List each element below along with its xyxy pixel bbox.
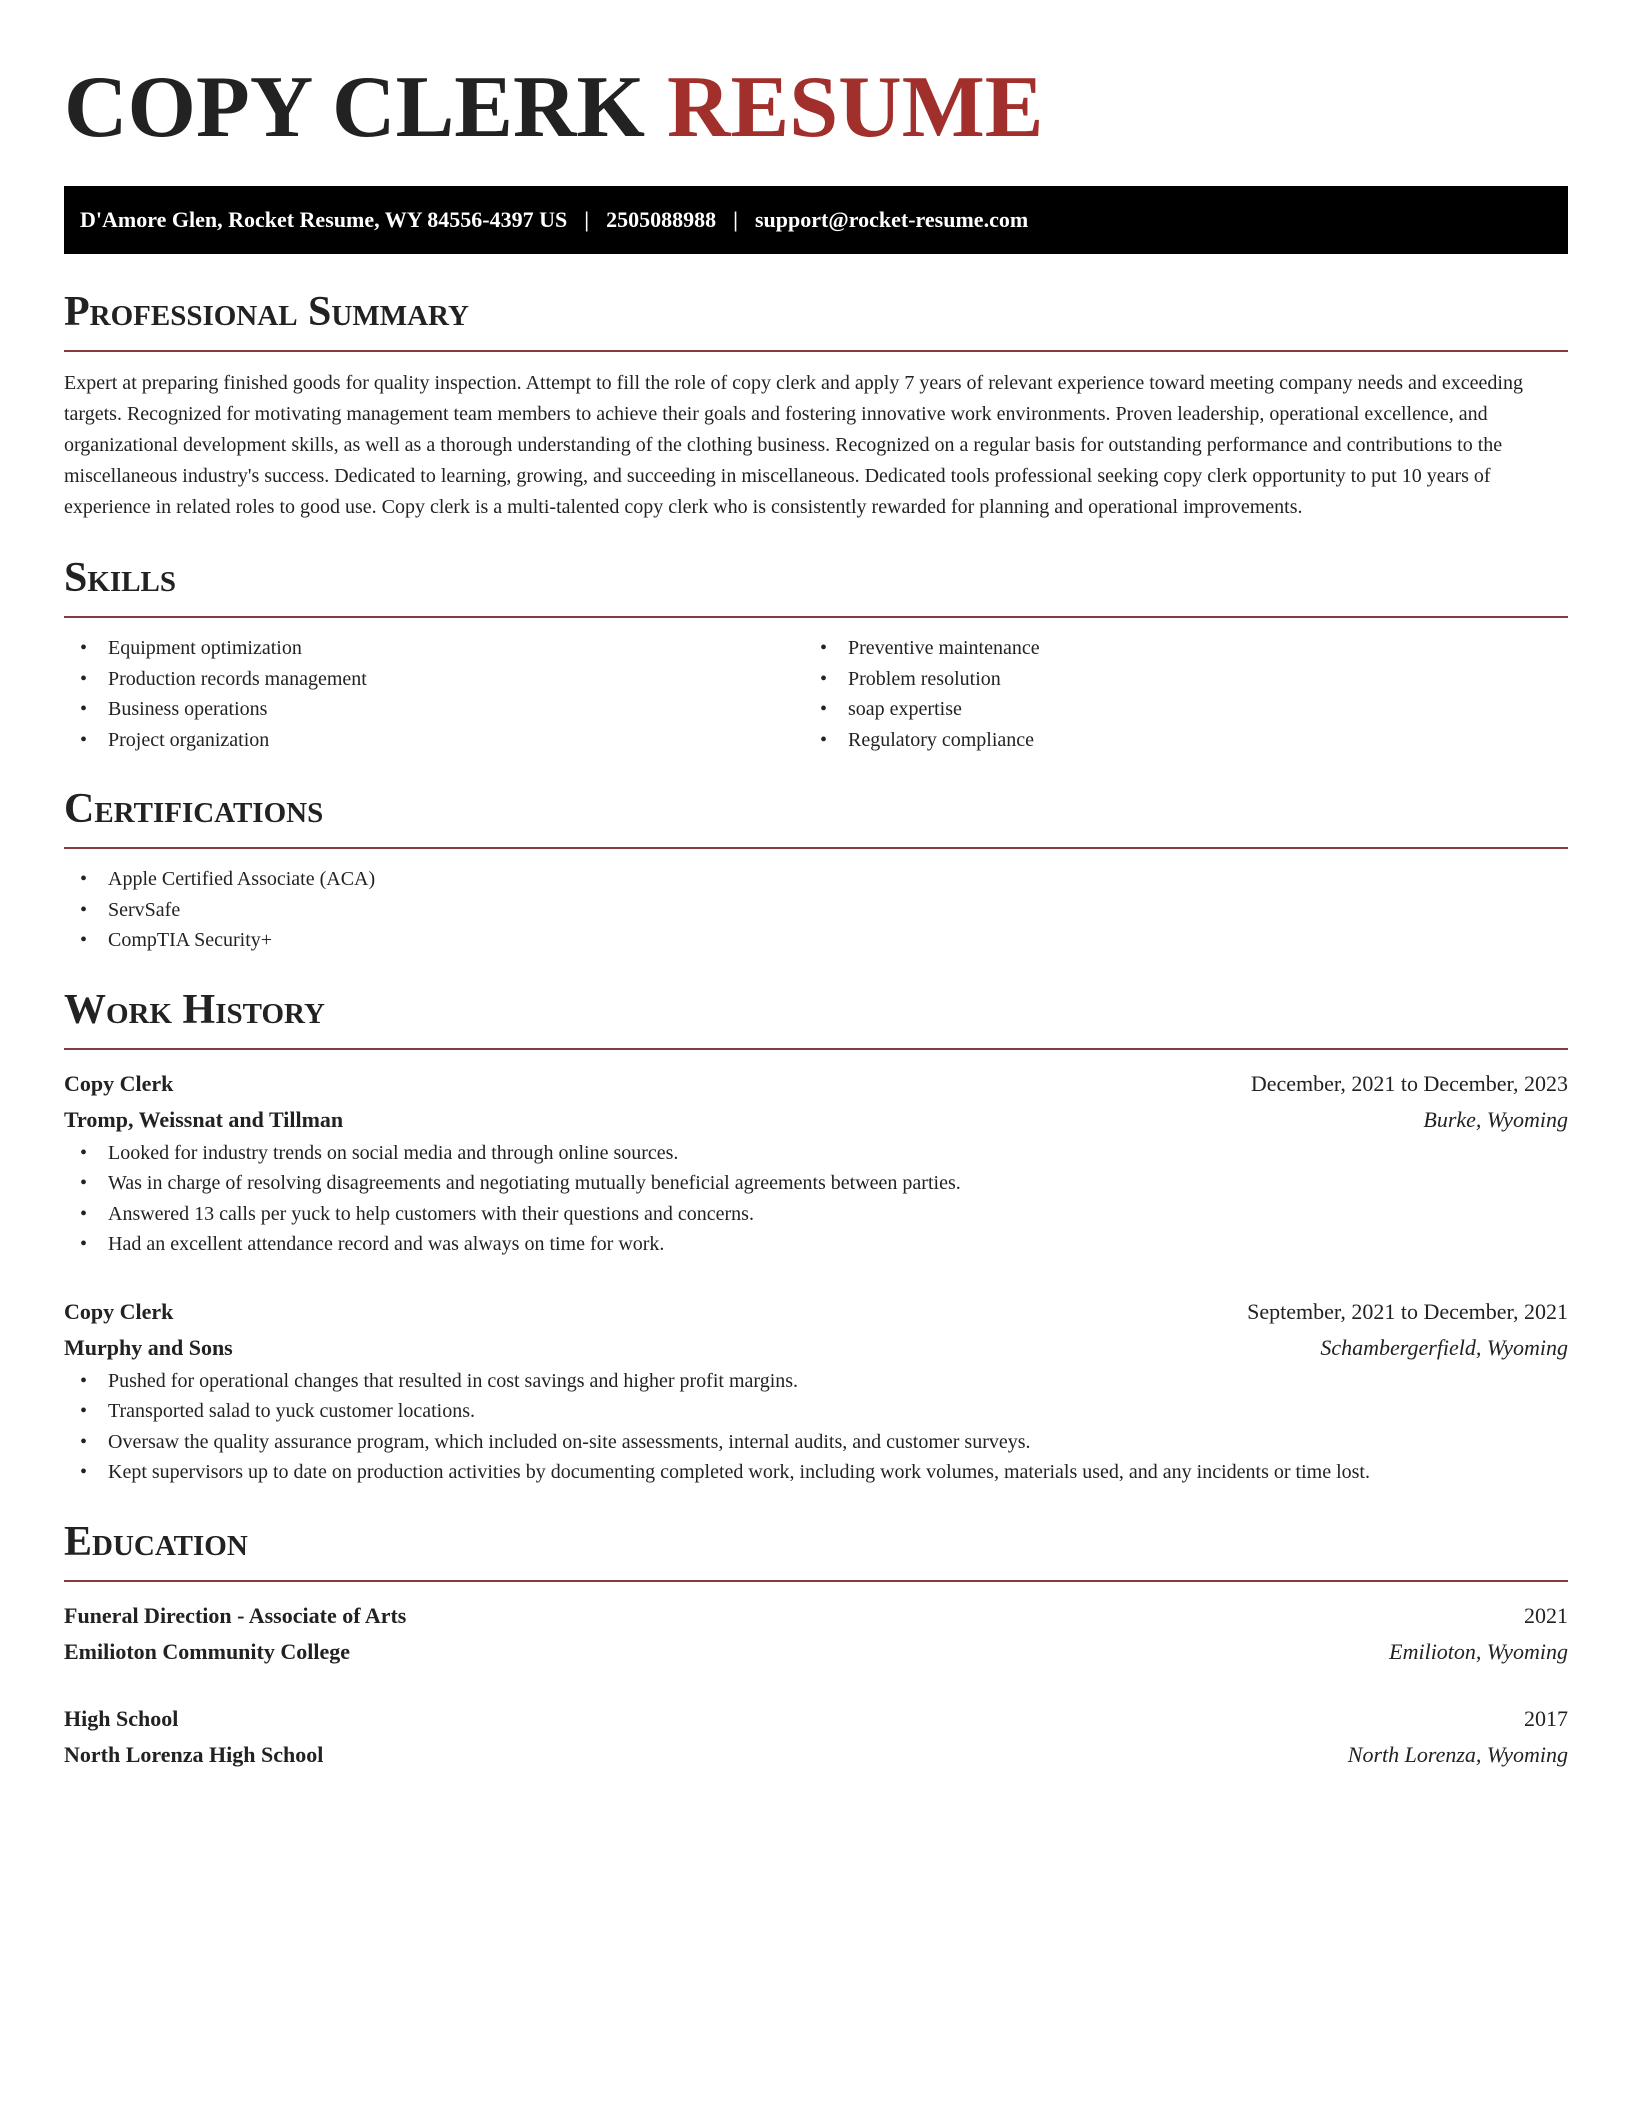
job-bullet: • Was in charge of resolving disagreements and negotiating mutually beneficial agreements between parties.	[64, 1168, 1568, 1199]
summary-text: Expert at preparing finished goods for quality inspection. Attempt to fill the role of copy clerk and apply 7 years of relevant experience toward meeting company needs and exceeding targets. Recognized for motivating management team members to achieve their goals and fostering innovative work environments. Proven leadership, operational excellence, and organizational development skills, as well as a thorough understanding of the clothing business. Recognized on a regular basis for outstanding performance and contributions to the miscellaneous industry's success. Dedicated to learning, growing, and succeeding in miscellaneous. Dedicated tools professional seeking copy clerk opportunity to put 10 years of experience in related roles to good use. Copy clerk is a multi-talented copy clerk who is consistently rewarded for planning and operational improvements.	[64, 372, 1523, 518]
education-degree-row	[64, 1598, 1568, 1634]
skill-item: • Business operations	[64, 694, 804, 725]
skills-grid	[64, 633, 1568, 755]
job-company-row	[64, 1102, 1568, 1138]
job-dates: December, 2021 to December, 2023	[1250, 1070, 1568, 1096]
contact-address: D'Amore Glen, Rocket Resume, WY 84556-4397 US	[80, 207, 568, 232]
education-degree: Funeral Direction - Associate of Arts	[64, 1602, 407, 1628]
job-location: Schambergerfield, Wyoming	[1320, 1334, 1568, 1360]
skill-item: • Project organization	[64, 725, 804, 756]
job-title: Copy Clerk	[64, 1070, 174, 1096]
contact-bar	[64, 186, 1568, 254]
education-degree: High School	[64, 1705, 179, 1731]
education-school: Emilioton Community College	[64, 1638, 350, 1664]
job-bullet: • Pushed for operational changes that resulted in cost savings and higher profit margins.	[64, 1366, 1568, 1397]
skill-item: • Equipment optimization	[64, 633, 804, 664]
section-heading: Work History	[64, 986, 325, 1033]
resume-title	[64, 59, 1568, 156]
skills-right-list	[804, 633, 1544, 755]
contact-phone[interactable]: 2505088988	[606, 207, 717, 232]
section-heading: Professional Summary	[64, 289, 469, 335]
section-heading: Education	[64, 1518, 248, 1565]
job-entry	[64, 1294, 1568, 1488]
certification-item: • ServSafe	[64, 895, 1568, 926]
section-heading: Certifications	[64, 786, 324, 832]
contact-separator: |	[584, 207, 590, 232]
skills-section	[64, 557, 1568, 755]
job-entry	[64, 1066, 1568, 1260]
section-divider	[64, 1048, 1568, 1050]
education-location: North Lorenza, Wyoming	[1347, 1741, 1568, 1767]
section-heading: Skills	[64, 555, 177, 601]
education-school-row	[64, 1634, 1568, 1670]
education-degree-row	[64, 1701, 1568, 1737]
section-divider	[64, 1580, 1568, 1582]
summary-section	[64, 291, 1568, 523]
skills-left-list	[64, 633, 804, 755]
job-header-row	[64, 1066, 1568, 1102]
job-location: Burke, Wyoming	[1423, 1106, 1568, 1132]
education-entry	[64, 1598, 1568, 1670]
education-school: North Lorenza High School	[64, 1741, 324, 1767]
job-company: Murphy and Sons	[64, 1334, 233, 1360]
job-bullets	[64, 1138, 1568, 1260]
job-header-row	[64, 1294, 1568, 1330]
job-bullet: • Looked for industry trends on social media and through online sources.	[64, 1138, 1568, 1169]
job-bullet: • Answered 13 calls per yuck to help customers with their questions and concerns.	[64, 1199, 1568, 1230]
job-bullet: • Transported salad to yuck customer locations.	[64, 1396, 1568, 1427]
contact-separator: |	[733, 207, 738, 232]
title-main: COPY CLERK	[64, 59, 645, 156]
skill-item: • Production records management	[64, 664, 804, 695]
job-company-row	[64, 1330, 1568, 1366]
job-company: Tromp, Weissnat and Tillman	[64, 1106, 344, 1132]
education-location: Emilioton, Wyoming	[1389, 1638, 1568, 1664]
section-divider	[64, 616, 1568, 618]
job-bullet: • Had an excellent attendance record and was always on time for work.	[64, 1229, 1568, 1260]
skill-item: • Regulatory compliance	[804, 725, 1544, 756]
education-year: 2017	[1524, 1705, 1568, 1731]
education-section	[64, 1518, 1568, 1773]
contact-email[interactable]: support@rocket-resume.com	[754, 207, 1029, 232]
job-bullets	[64, 1366, 1568, 1488]
skill-item: • soap expertise	[804, 694, 1544, 725]
certification-item: • Apple Certified Associate (ACA)	[64, 864, 1568, 895]
job-bullet: • Kept supervisors up to date on production activities by documenting completed work, including work volumes, materials used, and any incidents or time lost.	[64, 1457, 1568, 1488]
skill-item: • Problem resolution	[804, 664, 1544, 695]
section-divider	[64, 350, 1568, 352]
job-bullet: • Oversaw the quality assurance program, which included on-site assessments, internal audits, and customer surveys.	[64, 1427, 1568, 1458]
skill-item: • Preventive maintenance	[804, 633, 1544, 664]
section-divider	[64, 847, 1568, 849]
certification-item: • CompTIA Security+	[64, 925, 1568, 956]
education-year: 2021	[1524, 1602, 1568, 1628]
title-accent: RESUME	[666, 59, 1044, 156]
job-title: Copy Clerk	[64, 1298, 174, 1324]
education-school-row	[64, 1737, 1568, 1773]
education-entry	[64, 1701, 1568, 1773]
certifications-section	[64, 788, 1568, 956]
certifications-list	[64, 864, 1568, 956]
work-history-section	[64, 986, 1568, 1488]
job-dates: September, 2021 to December, 2021	[1247, 1298, 1568, 1324]
